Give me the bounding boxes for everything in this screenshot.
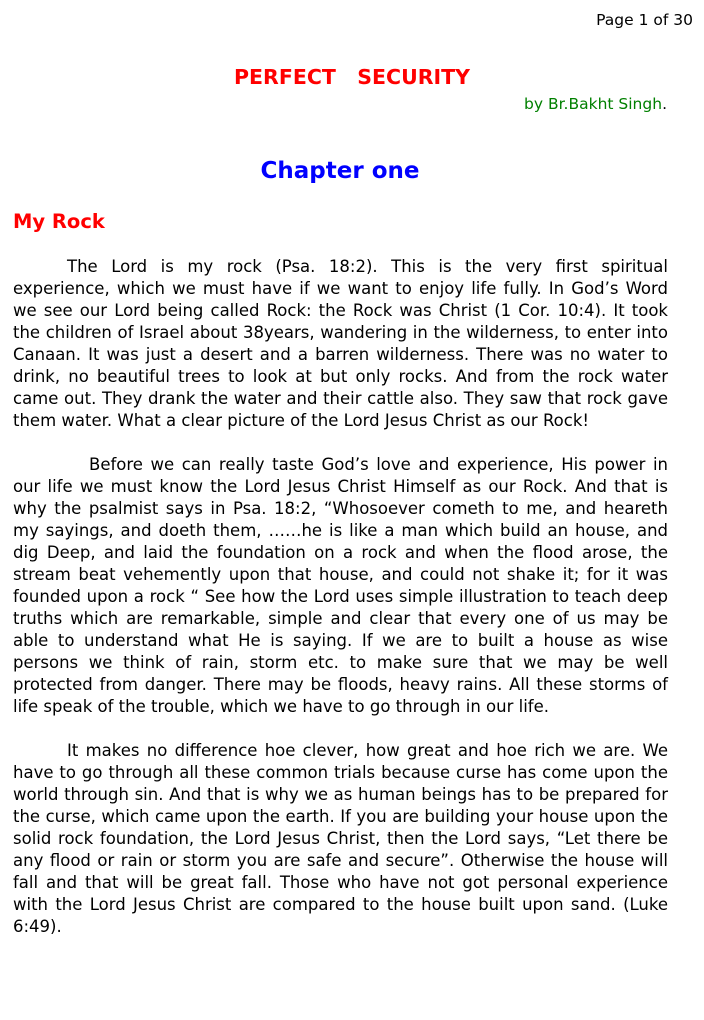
byline-period: .	[662, 95, 667, 113]
page-number: Page 1 of 30	[596, 11, 693, 29]
author-name: by Br.Bakht Singh	[524, 95, 663, 113]
author-byline	[524, 95, 667, 113]
section-heading: My Rock	[13, 210, 105, 233]
body-text	[13, 256, 668, 960]
paragraph: It makes no difference hoe clever, how great and hoe rich we are. We have to go through all these common trials because curse has come upon the world through sin. And that is why we as human beings has to be prepared for the curse, which came upon the earth. If you are building your house upon the solid rock foundation, the Lord Jesus Christ, then the Lord says, “Let there be any flood or rain or storm you are safe and secure”. Otherwise the house will fall and that will be great fall. Those who have not got personal experience with the Lord Jesus Christ are compared to the house built upon sand. (Luke 6:49).	[13, 741, 668, 936]
document-title: PERFECT SECURITY	[234, 65, 470, 89]
paragraph: Before we can really taste God’s love and experience, His power in our life we must know the Lord Jesus Christ Himself as our Rock. And that is why the psalmist says in Psa. 18:2, “Whosoever cometh to me, and heareth my sayings, and doeth them, ……he is like a man which build an house, and dig Deep, and laid the foundation on a rock and when the flood arose, the stream beat vehemently upon that house, and could not shake it; for it was founded upon a rock “ See how the Lord uses simple illustration to teach deep truths which are remarkable, simple and clear that every one of us may be able to understand what He is saying. If we are to built a house as wise persons we think of rain, storm etc. to make sure that we may be well protected from danger. There may be floods, heavy rains. All these storms of life speak of the trouble, which we have to go through in our life.	[13, 455, 668, 716]
chapter-heading: Chapter one	[260, 158, 420, 184]
paragraph: The Lord is my rock (Psa. 18:2). This is the very first spiritual experience, which we must have if we want to enjoy life fully. In God’s Word we see our Lord being called Rock: the Rock was Christ (1 Cor. 10:4). It took the children of Israel about 38years, wandering in the wilderness, to enter into Canaan. It was just a desert and a barren wilderness. There was no water to drink, no beautiful trees to look at but only rocks. And from the rock water came out. They drank the water and their cattle also. They saw that rock gave them water. What a clear picture of the Lord Jesus Christ as our Rock!	[13, 257, 668, 430]
